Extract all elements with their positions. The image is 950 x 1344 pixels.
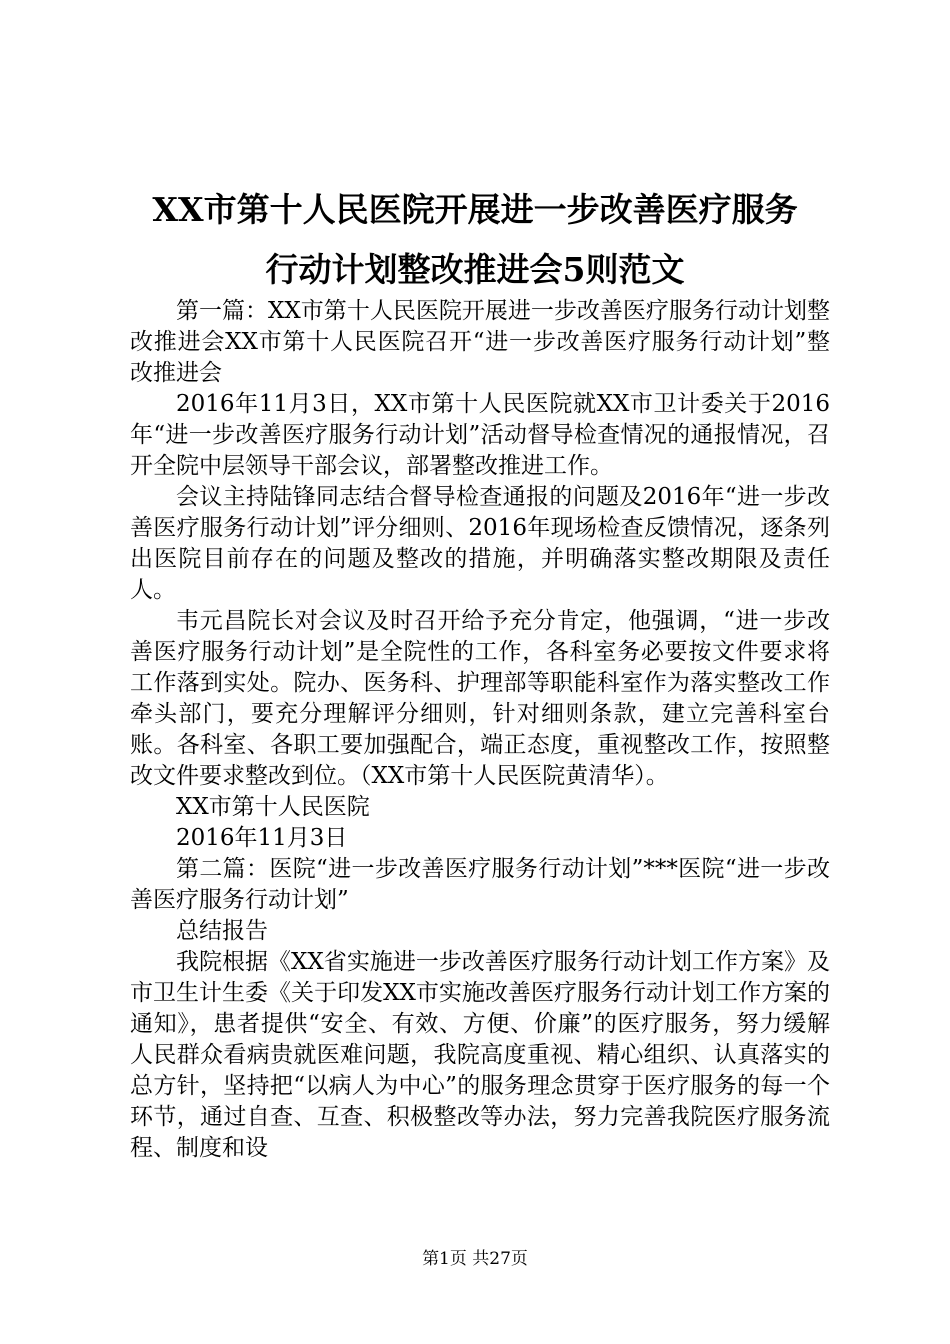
paragraph: 我院根据《XX省实施进一步改善医疗服务行动计划工作方案》及市卫生计生委《关于印发XX市实施改善医疗服务行动计划工作方案的通知》，患者提供“安全、有效、方便、价廉”的医疗服务，努力缓解人民群众看病贵就医难问题，我院高度重视、精心组织、认真落实的总方针，坚持把“以病人为中心”的服务理念贯穿于医疗服务的每一个环节，通过自查、互查、积极整改等办法，努力完善我院医疗服务流程、制度和设 xyxy=(130,949,830,1161)
document-title-line-1: XX市第十人民医院开展进一步改善医疗服务 xyxy=(152,190,798,229)
paragraph: 第二篇：医院“进一步改善医疗服务行动计划”***医院“进一步改善医疗服务行动计划” xyxy=(130,856,830,913)
signature-date: 2016年11月3日 xyxy=(176,825,348,851)
paragraph: 总结报告 xyxy=(176,918,268,944)
signature-org: XX市第十人民医院 xyxy=(176,794,370,820)
document-title-line-2: 行动计划整改推进会5则范文 xyxy=(265,250,685,289)
paragraph: 第一篇：XX市第十人民医院开展进一步改善医疗服务行动计划整改推进会XX市第十人民医院召开“进一步改善医疗服务行动计划”整改推进会 xyxy=(130,298,830,386)
document-body xyxy=(130,296,830,1164)
page-number-footer: 第1页 共27页 xyxy=(422,1249,528,1269)
paragraph: 韦元昌院长对会议及时召开给予充分肯定，他强调，“进一步改善医疗服务行动计划”是全院性的工作，各科室务必要按文件要求将工作落到实处。院办、医务科、护理部等职能科室作为落实整改工作牵头部门，要充分理解评分细则，针对细则条款，建立完善科室台账。各科室、各职工要加强配合，端正态度，重视整改工作，按照整改文件要求整改到位。（XX市第十人民医院黄清华）。 xyxy=(130,608,830,789)
paragraph: 会议主持陆锋同志结合督导检查通报的问题及2016年“进一步改善医疗服务行动计划”评分细则、2016年现场检查反馈情况，逐条列出医院目前存在的问题及整改的措施，并明确落实整改期限及责任人。 xyxy=(130,484,830,603)
paragraph: 2016年11月3日，XX市第十人民医院就XX市卫计委关于2016年“进一步改善医疗服务行动计划”活动督导检查情况的通报情况，召开全院中层领导干部会议，部署整改推进工作。 xyxy=(130,391,830,479)
